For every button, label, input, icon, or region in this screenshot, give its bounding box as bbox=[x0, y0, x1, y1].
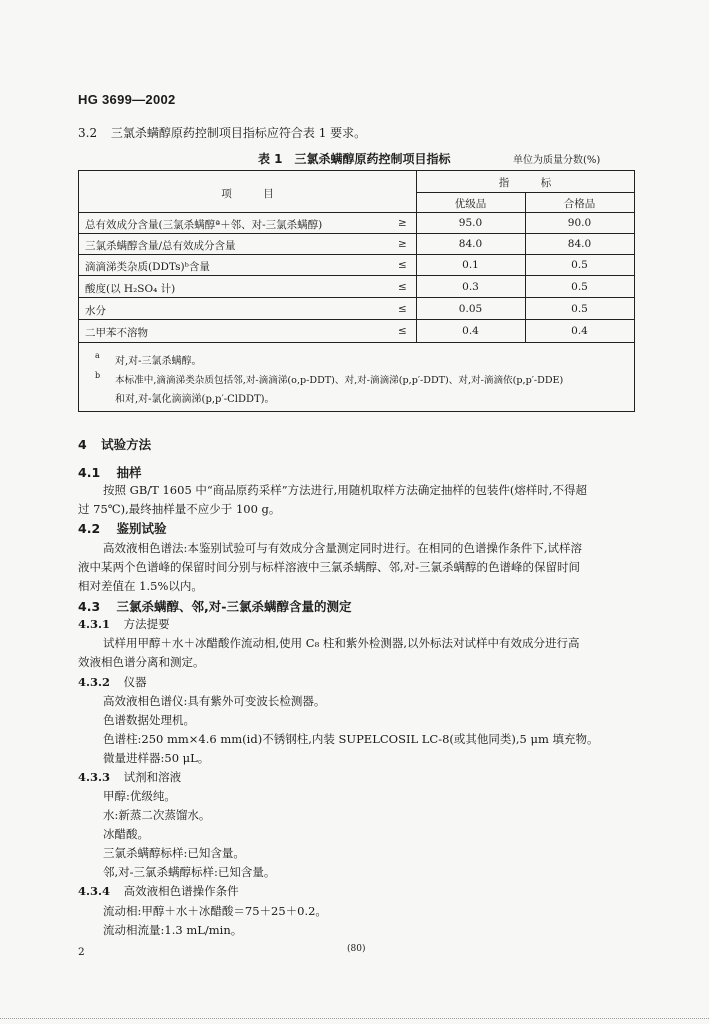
header-item: 项 目 bbox=[221, 188, 274, 200]
row-operator: ≤ bbox=[398, 303, 407, 315]
footnote-a-mark: a bbox=[95, 351, 100, 360]
row-item: 三氯杀螨醇含量/总有效成分含量 bbox=[85, 240, 236, 252]
header-grade-qualified: 合格品 bbox=[563, 198, 596, 210]
row-value-qualified: 0.5 bbox=[571, 281, 588, 293]
row-value-qualified: 0.4 bbox=[571, 325, 588, 337]
paragraph-line: 色谱数据处理机。 bbox=[103, 713, 195, 727]
table-unit-note: 单位为质量分数(%) bbox=[513, 155, 601, 166]
section-4-heading bbox=[78, 435, 151, 453]
section-4-3-1-heading bbox=[78, 615, 170, 634]
footnote-b-mark: b bbox=[95, 371, 101, 380]
paragraph-line: 试样用甲醇＋水＋冰醋酸作流动相,使用 C₈ 柱和紫外检测器,以外标法对试样中有效成分进行高 bbox=[103, 636, 580, 650]
table-divider bbox=[416, 192, 634, 193]
footnote-b-line2: 和对,对-氯化滴滴涕(p,p′-ClDDT)。 bbox=[115, 394, 275, 405]
row-value-premium: 95.0 bbox=[458, 217, 483, 229]
table-divider bbox=[79, 212, 634, 213]
paragraph-line: 色谱柱:250 mm×4.6 mm(id)不锈钢柱,内装 SUPELCOSIL LC-8(或其他同类),5 μm 填充物。 bbox=[103, 732, 599, 746]
paragraph-line: 微量进样器:50 μL。 bbox=[103, 751, 210, 765]
section-4-3-4-heading bbox=[78, 882, 239, 901]
row-value-premium: 0.1 bbox=[462, 259, 479, 271]
clause-text: 三氯杀螨醇原药控制项目指标应符合表 1 要求。 bbox=[110, 126, 367, 140]
section-title: 试剂和溶液 bbox=[123, 770, 182, 784]
section-title: 方法提要 bbox=[123, 617, 170, 631]
table-divider bbox=[79, 275, 634, 276]
row-item: 二甲苯不溶物 bbox=[85, 327, 148, 339]
section-number: 4.2 bbox=[78, 521, 101, 536]
row-operator: ≥ bbox=[398, 238, 407, 250]
section-title: 鉴别试验 bbox=[116, 521, 167, 536]
paragraph-line: 甲醇:优级纯。 bbox=[103, 789, 176, 803]
footnote-b-line1: 本标准中,滴滴涕类杂质包括邻,对-滴滴涕(o,p-DDT)、对,对-滴滴涕(p,p′-DDT)、对,对-滴滴依(p,p′-DDE) bbox=[115, 375, 564, 386]
row-value-premium: 84.0 bbox=[458, 238, 483, 250]
table-divider bbox=[79, 254, 634, 255]
paragraph-line: 高效液相色谱仪:具有紫外可变波长检测器。 bbox=[103, 694, 326, 708]
clause-3-2 bbox=[78, 124, 366, 142]
page-number: 2 bbox=[78, 946, 85, 958]
section-title: 抽样 bbox=[116, 465, 142, 480]
row-operator: ≤ bbox=[398, 281, 407, 293]
table-divider bbox=[79, 233, 634, 234]
bottom-dotted-rule bbox=[0, 1018, 709, 1019]
row-item: 滴滴涕类杂质(DDTs)ᵇ含量 bbox=[85, 261, 210, 273]
row-value-premium: 0.05 bbox=[458, 303, 483, 315]
footer-code: (80) bbox=[347, 944, 366, 954]
section-number: 4.3.3 bbox=[78, 770, 111, 784]
paragraph-line: 按照 GB/T 1605 中“商品原药采样”方法进行,用随机取样方法确定抽样的包装件(熔样时,不得超 bbox=[103, 483, 587, 497]
section-number: 4.3.2 bbox=[78, 675, 111, 689]
table-divider bbox=[79, 342, 634, 343]
section-number: 4.3 bbox=[78, 599, 101, 614]
paragraph-line: 流动相:甲醇＋水＋冰醋酸＝75＋25＋0.2。 bbox=[103, 904, 327, 918]
row-operator: ≤ bbox=[398, 325, 407, 337]
paragraph-line: 三氯杀螨醇标样:已知含量。 bbox=[103, 846, 245, 860]
row-value-premium: 0.4 bbox=[462, 325, 479, 337]
row-value-qualified: 0.5 bbox=[571, 259, 588, 271]
section-4-3-3-heading bbox=[78, 768, 181, 787]
section-title: 高效液相色谱操作条件 bbox=[123, 884, 239, 898]
section-number: 4.3.1 bbox=[78, 617, 111, 631]
row-operator: ≥ bbox=[398, 217, 407, 229]
paragraph-line: 冰醋酸。 bbox=[103, 827, 149, 841]
section-4-2-heading bbox=[78, 519, 167, 537]
row-item: 总有效成分含量(三氯杀螨醇ª＋邻、对-三氯杀螨醇) bbox=[85, 219, 323, 231]
paragraph-line: 相对差值在 1.5%以内。 bbox=[78, 579, 203, 593]
table-caption: 表 1 三氯杀螨醇原药控制项目指标 bbox=[258, 152, 451, 166]
table-divider bbox=[79, 319, 634, 320]
row-value-qualified: 90.0 bbox=[567, 217, 592, 229]
header-index: 指 标 bbox=[498, 177, 552, 189]
paragraph-line: 邻,对-三氯杀螨醇标样:已知含量。 bbox=[103, 865, 276, 879]
section-number: 4.3.4 bbox=[78, 884, 111, 898]
table-divider bbox=[79, 297, 634, 298]
control-index-table bbox=[78, 170, 635, 412]
row-value-qualified: 84.0 bbox=[567, 238, 592, 250]
row-value-premium: 0.3 bbox=[462, 281, 479, 293]
section-title: 三氯杀螨醇、邻,对-三氯杀螨醇含量的测定 bbox=[116, 599, 352, 614]
section-4-3-heading bbox=[78, 597, 351, 615]
row-operator: ≤ bbox=[398, 259, 407, 271]
clause-number: 3.2 bbox=[78, 126, 98, 140]
standard-number: HG 3699—2002 bbox=[78, 92, 176, 107]
paragraph-line: 水:新蒸二次蒸馏水。 bbox=[103, 808, 211, 822]
paragraph-line: 流动相流量:1.3 mL/min。 bbox=[103, 923, 243, 937]
header-grade-premium: 优级品 bbox=[454, 198, 487, 210]
paragraph-line: 液中某两个色谱峰的保留时间分别与标样溶液中三氯杀螨醇、邻,对-三氯杀螨醇的色谱峰的保留时间 bbox=[78, 560, 581, 574]
section-number: 4.1 bbox=[78, 465, 101, 480]
row-value-qualified: 0.5 bbox=[571, 303, 588, 315]
section-4-1-heading bbox=[78, 463, 142, 481]
row-item: 水分 bbox=[85, 305, 106, 317]
paragraph-line: 过 75℃),最终抽样量不应少于 100 g。 bbox=[78, 502, 281, 516]
section-title: 试验方法 bbox=[101, 437, 152, 452]
row-item: 酸度(以 H₂SO₄ 计) bbox=[85, 283, 176, 295]
paragraph-line: 高效液相色谱法:本鉴别试验可与有效成分含量测定同时进行。在相同的色谱操作条件下,试样溶 bbox=[103, 541, 583, 555]
section-number: 4 bbox=[78, 437, 87, 452]
paragraph-line: 效液相色谱分离和测定。 bbox=[78, 655, 205, 669]
section-title: 仪器 bbox=[123, 675, 147, 689]
footnote-a: 对,对-三氯杀螨醇。 bbox=[115, 356, 202, 367]
section-4-3-2-heading bbox=[78, 673, 147, 692]
